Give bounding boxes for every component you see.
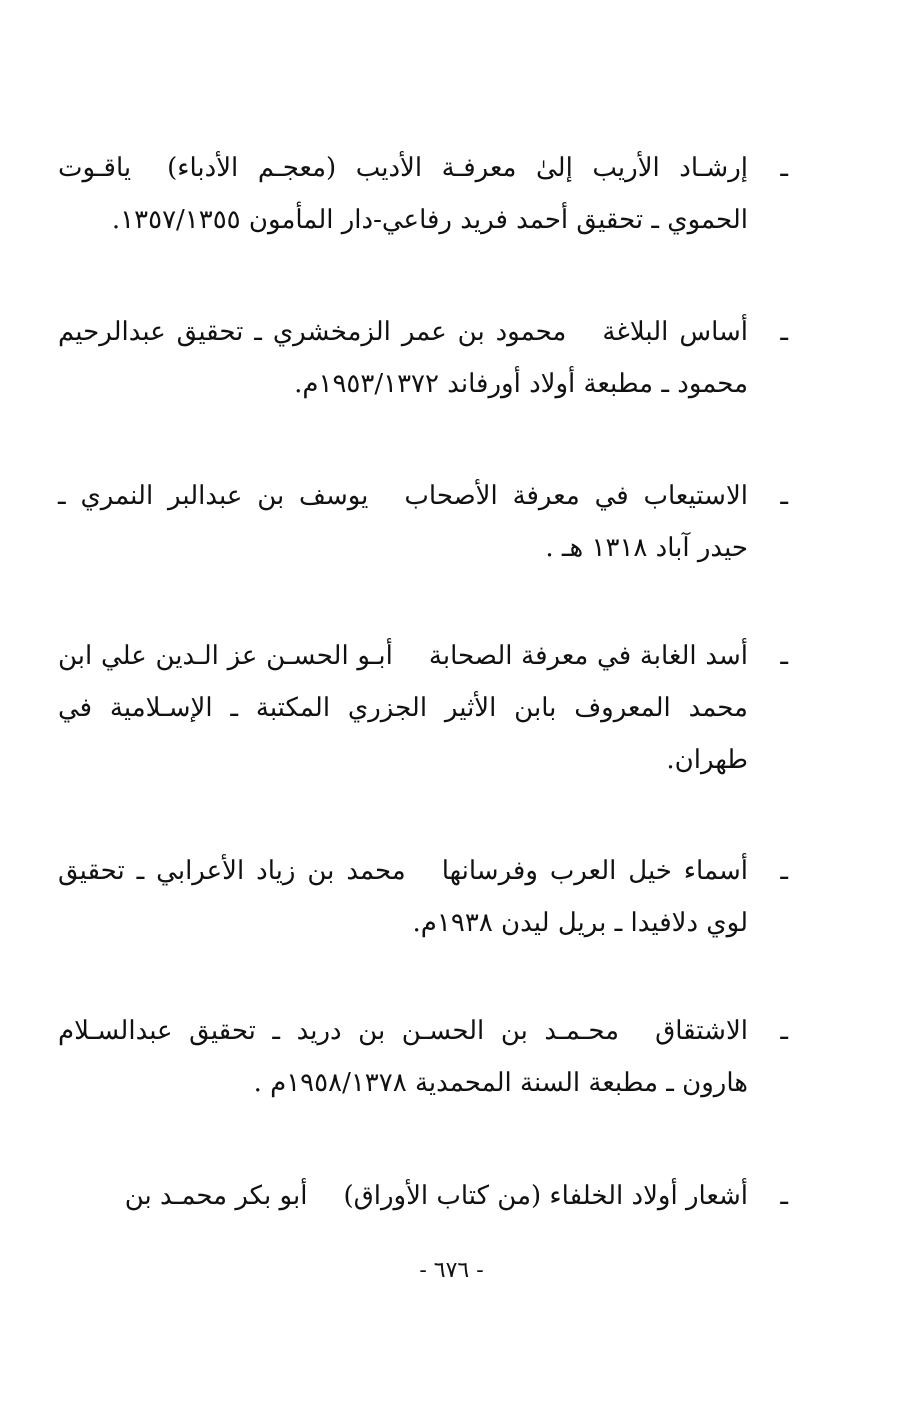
entry-author: يوسف بن عبدالبر النمري ـ حيدر آباد ١٣١٨ هـ . <box>58 481 748 563</box>
entry-title: أساس البلاغة <box>602 317 748 347</box>
entry-bullet: ـ <box>780 1181 788 1211</box>
entry-title: الاشتقاق <box>655 1016 748 1046</box>
entry-bullet: ـ <box>780 1016 788 1046</box>
bibliography-entry <box>58 845 788 949</box>
entry-text <box>58 470 748 574</box>
entry-text <box>58 1170 748 1222</box>
entry-title: إرشـاد الأريب إلىٰ معرفـة الأديب (معجـم الأدباء) <box>167 153 748 183</box>
entry-text <box>58 1005 748 1109</box>
entry-title: أسد الغابة في معرفة الصحابة <box>428 641 748 671</box>
bibliography-entry <box>58 306 788 410</box>
entry-title: أشعار أولاد الخلفاء (من كتاب الأوراق) <box>343 1181 748 1211</box>
entry-author: ياقـوت الحموي ـ تحقيق أحمد فريد رفاعي-دار المأمون ١٣٥٧/١٣٥٥. <box>58 153 748 235</box>
entry-bullet: ـ <box>780 641 788 671</box>
entry-author: محمود بن عمر الزمخشري ـ تحقيق عبدالرحيم محمود ـ مطبعة أولاد أورفاند ١٩٥٣/١٣٧٢م. <box>58 317 748 399</box>
bibliography-entry <box>58 630 788 786</box>
entry-text <box>58 142 748 246</box>
entry-title: الاستيعاب في معرفة الأصحاب <box>404 481 748 511</box>
bibliography-entry <box>58 470 788 574</box>
entry-bullet: ـ <box>780 153 788 183</box>
entry-author: أبـو الحسـن عز الـدين علي ابن محمد المعروف بابن الأثير الجزري المكتبة ـ الإسـلامية في طهران. <box>58 641 748 775</box>
bibliography-entry <box>58 1005 788 1109</box>
entry-text <box>58 306 748 410</box>
entry-bullet: ـ <box>780 481 788 511</box>
entry-author: محمد بن زياد الأعرابي ـ تحقيق لوي دلافيدا ـ بريل ليدن ١٩٣٨م. <box>58 856 748 938</box>
entry-bullet: ـ <box>780 317 788 347</box>
entry-bullet: ـ <box>780 856 788 886</box>
page-number: - ٦٧٦ - <box>419 1258 484 1283</box>
entry-title: أسماء خيل العرب وفرسانها <box>441 856 748 886</box>
entry-text <box>58 845 748 949</box>
entry-author: محـمـد بن الحسـن بن دريد ـ تحقيق عبدالسـلام هارون ـ مطبعة السنة المحمدية ١٩٥٨/١٣٧٨م . <box>58 1016 748 1098</box>
entry-text <box>58 630 748 786</box>
entry-author: أبو بكر محمـد بن <box>124 1181 308 1211</box>
bibliography-entry <box>58 142 788 246</box>
bibliography-entry <box>58 1170 788 1222</box>
